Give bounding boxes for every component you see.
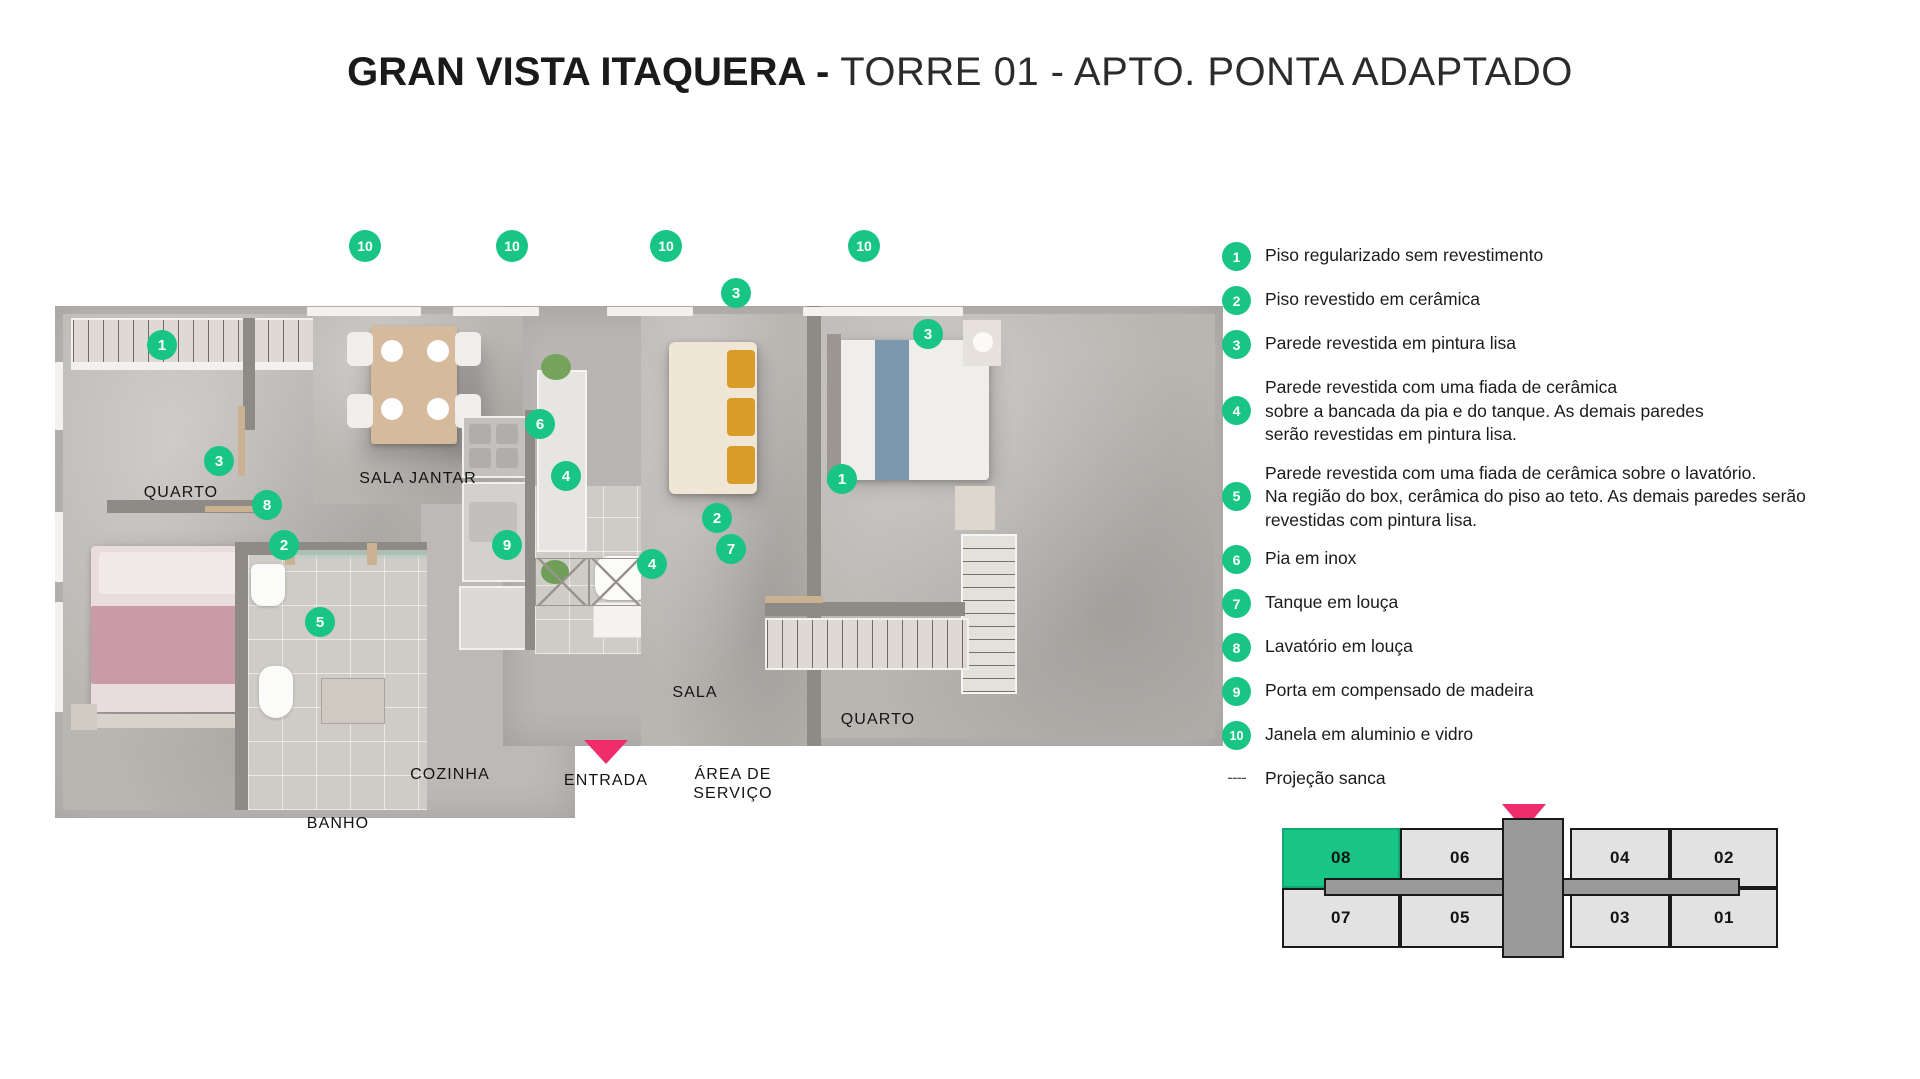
keyplan-unit-07: 07: [1282, 888, 1400, 948]
planta-servico: [541, 354, 571, 380]
dining-chair-3: [455, 332, 481, 366]
plan-marker-5: 5: [305, 607, 335, 637]
bed-left-pillows: [99, 552, 255, 594]
plan-marker-7: 7: [716, 534, 746, 564]
cooktop-burner-4: [496, 448, 518, 468]
pendant-bulb-right: [973, 332, 993, 352]
legend-text-8: Lavatório em louça: [1265, 636, 1413, 656]
cooktop-burner-2: [496, 424, 518, 444]
bed-right-runner: [875, 340, 909, 480]
legend-number-9: 9: [1222, 677, 1251, 706]
door-quarto-right: [765, 596, 823, 603]
keyplan-unit-05: 05: [1400, 888, 1520, 948]
plan-marker-3: 3: [721, 278, 751, 308]
legend-row-6: [1222, 545, 1882, 574]
legend-row-5: [1222, 460, 1882, 533]
keyplan-unit-02: 02: [1670, 828, 1778, 888]
box-glass-banho: [291, 550, 427, 558]
room-label-area-servico-line2: SERVIÇO: [693, 785, 773, 802]
plan-marker-4: 4: [637, 549, 667, 579]
legend-number-7: 7: [1222, 589, 1251, 618]
legend-number-10: 10: [1222, 721, 1251, 750]
legend-row-8: [1222, 633, 1882, 662]
window-bar-3: [607, 307, 693, 316]
legend-number-1: 1: [1222, 242, 1251, 271]
sofa-cushion-2: [727, 398, 755, 436]
plan-marker-10: 10: [650, 230, 682, 262]
legend-row-2: [1222, 286, 1882, 315]
vaso-sanitario: [259, 666, 293, 718]
legend-row-sanca: [1222, 765, 1882, 791]
door-leaf-quarto-left: [205, 506, 259, 512]
entrada-indicator: [536, 740, 676, 790]
legend-number-3: 3: [1222, 330, 1251, 359]
legend-text-5: Parede revestida com uma fiada de cerâmica sobre o lavatório. Na região do box, cerâmica do piso ao teto. As demais paredes serão revestidas com pintura lisa.: [1265, 462, 1806, 530]
wall-quarto-right: [807, 306, 821, 746]
window-bar-left-2: [55, 512, 63, 582]
plan-marker-10: 10: [349, 230, 381, 262]
hatch-servico-2: [589, 558, 643, 606]
room-label-banho: BANHO: [306, 815, 370, 832]
wardrobe-top-edge: [71, 362, 321, 368]
nightstand-right: [955, 486, 995, 530]
keyplan-diagram: [1270, 822, 1790, 982]
plan-marker-1: 1: [147, 330, 177, 360]
room-label-area-servico: [653, 765, 813, 803]
cooktop-burner-3: [469, 448, 491, 468]
keyplan-unit-03: 03: [1570, 888, 1670, 948]
legend-text-2: Piso revestido em cerâmica: [1265, 289, 1480, 309]
plan-marker-1: 1: [827, 464, 857, 494]
legend-text-10: Janela em aluminio e vidro: [1265, 724, 1474, 744]
dining-plate-2: [381, 398, 403, 420]
sofa-cushion-1: [727, 350, 755, 388]
legend-text-4: Parede revestida com uma fiada de cerâmica sobre a bancada da pia e do tanque. As demais paredes serão revestidas em pintura lisa.: [1265, 377, 1704, 444]
room-label-sala: SALA: [672, 684, 718, 701]
room-label-cozinha: COZINHA: [410, 766, 490, 783]
room-label-quarto-right: QUARTO: [840, 711, 916, 728]
dining-plate-1: [381, 340, 403, 362]
legend-number-6: 6: [1222, 545, 1251, 574]
legend-text-1: Piso regularizado sem revestimento: [1265, 245, 1544, 265]
legend-rows: [1222, 242, 1882, 750]
keyplan-unit-01: 01: [1670, 888, 1778, 948]
keyplan-unit-04: 04: [1570, 828, 1670, 888]
box-rail-banho-2: [367, 543, 377, 565]
dining-chair-1: [347, 332, 373, 366]
window-bar-2: [453, 307, 539, 316]
legend-number-4: 4: [1222, 396, 1251, 425]
legend-row-4: [1222, 374, 1882, 447]
window-bar-left-3: [55, 602, 63, 712]
legend-row-10: [1222, 721, 1882, 750]
geladeira-cozinha: [459, 586, 527, 650]
legend-row-9: [1222, 677, 1882, 706]
lavatorio-banho: [251, 564, 285, 606]
legend-text-7: Tanque em louça: [1265, 592, 1399, 612]
entrada-label: ENTRADA: [563, 772, 649, 789]
plan-marker-2: 2: [269, 530, 299, 560]
plan-marker-10: 10: [496, 230, 528, 262]
room-label-area-servico-line1: ÁREA DE: [694, 766, 772, 783]
legend-text-3: Parede revestida em pintura lisa: [1265, 333, 1516, 353]
ralo-box: [321, 678, 385, 724]
legend-sanca-label: Projeção sanca: [1265, 768, 1386, 788]
entrada-arrow-icon: [584, 740, 628, 764]
room-label-sala-jantar: SALA JANTAR: [359, 470, 477, 487]
nightstand-left: [71, 704, 97, 730]
page-title-strong: GRAN VISTA ITAQUERA -: [347, 50, 830, 94]
room-label-quarto-left: QUARTO: [143, 484, 219, 501]
plan-marker-6: 6: [525, 409, 555, 439]
plan-marker-8: 8: [252, 490, 282, 520]
door-quarto-left: [238, 406, 245, 476]
wall-cozinha-right: [525, 410, 535, 650]
dining-chair-2: [347, 394, 373, 428]
legend-text-9: Porta em compensado de madeira: [1265, 680, 1534, 700]
window-bar-left-1: [55, 362, 63, 430]
bed-right-headboard: [827, 334, 841, 484]
legend-number-2: 2: [1222, 286, 1251, 315]
legend-row-1: [1222, 242, 1882, 271]
legend: [1222, 242, 1882, 806]
sofa-cushion-3: [727, 446, 755, 484]
sanca-dash-icon: ----: [1227, 767, 1246, 787]
window-bar-4: [803, 307, 963, 316]
page-title: [0, 50, 1920, 95]
legend-number-5: 5: [1222, 482, 1251, 511]
window-bar-1: [307, 307, 421, 316]
dining-plate-4: [427, 398, 449, 420]
wall-quarto-right-bottom: [765, 602, 965, 616]
plan-marker-3: 3: [913, 319, 943, 349]
wardrobe-bottom-right: [765, 618, 969, 670]
plan-marker-9: 9: [492, 530, 522, 560]
wardrobe-right: [961, 534, 1017, 694]
dining-plate-3: [427, 340, 449, 362]
plan-marker-3: 3: [204, 446, 234, 476]
legend-row-7: [1222, 589, 1882, 618]
keyplan-unit-06: 06: [1400, 828, 1520, 888]
page-title-light: TORRE 01 - APTO. PONTA ADAPTADO: [829, 50, 1573, 94]
plan-marker-4: 4: [551, 461, 581, 491]
plan-marker-2: 2: [702, 503, 732, 533]
keyplan-corridor-right: [1558, 878, 1740, 896]
legend-text-6: Pia em inox: [1265, 548, 1357, 568]
legend-number-8: 8: [1222, 633, 1251, 662]
keyplan-unit-08: 08: [1282, 828, 1400, 888]
cooktop-burner-1: [469, 424, 491, 444]
wall-banho-left: [235, 542, 248, 810]
legend-row-3: [1222, 330, 1882, 359]
hatch-servico-1: [535, 558, 589, 606]
plan-marker-10: 10: [848, 230, 880, 262]
keyplan-core: [1502, 818, 1564, 958]
